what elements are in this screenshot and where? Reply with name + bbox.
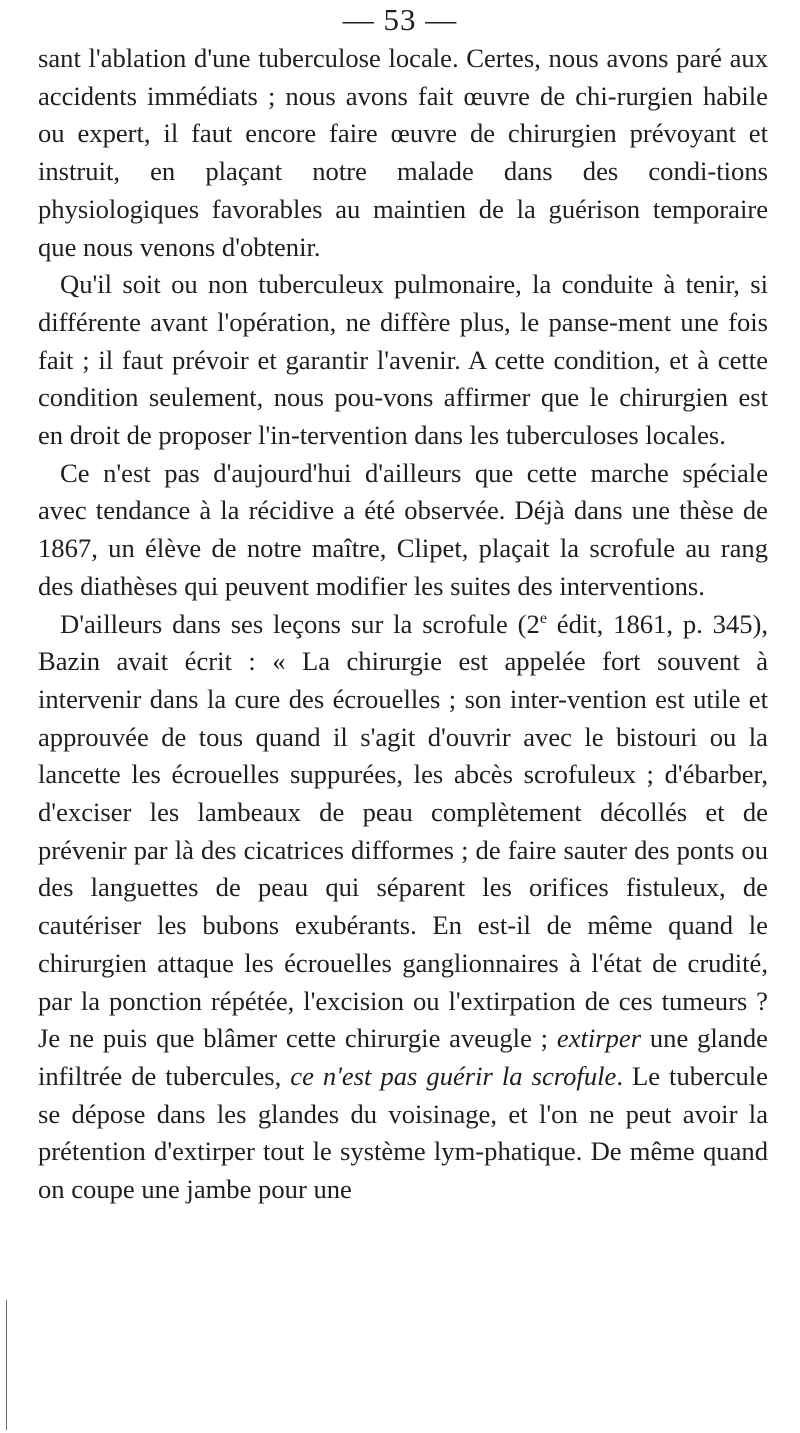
paragraph-text: D'ailleurs dans ses leçons sur la scrofule (2: [60, 608, 540, 639]
paragraph-4: [38, 606, 768, 1209]
emphasis-text: extirper: [556, 1023, 642, 1054]
body-text: [38, 40, 768, 1209]
paragraph-text: Qu'il soit ou non tuberculeux pulmonaire, la conduite à tenir, si différente avant l'opération, ne diffère plus, le panse-ment une fois fait ; il faut prévoir et garantir l'avenir. A cette condition, et à cette condition seulement, nous pou-vons affirmer que le chirurgien est en droit de proposer l'in-tervention dans les tuberculoses locales.: [38, 269, 768, 451]
emphasis-text: ce n'est pas guérir la scrofule: [290, 1060, 617, 1091]
paragraph-2: [38, 266, 768, 455]
page-number: — 53 —: [342, 2, 458, 37]
paragraph-text: édit, 1861, p. 345), Bazin avait écrit : « La chirurgie est appelée fort souvent à intervenir dans la cure des écrouelles ; son inter-vention est utile et approuvée de tous quand il s'agit d'ouvrir avec le bistouri ou la lancette les écrouelles suppurées, les abcès scrofuleux ; d'ébarber, d'exciser les lambeaux de peau complètement décollés et de prévenir par là des cicatrices difformes ; de faire sauter des ponts ou des languettes de peau qui séparent les orifices fistuleux, de cautériser les bubons exubérants. En est-il de même quand le chirurgien attaque les écrouelles ganglionnaires à l'état de crudité, par la ponction répétée, l'excision ou l'extirpation de ces tumeurs ? Je ne puis que blâmer cette chirurgie aveugle ;: [38, 608, 769, 1054]
paragraph-text: une glande infiltrée de tubercules,: [38, 1023, 768, 1091]
paragraph-1: [38, 40, 768, 266]
paragraph-text: . Le tubercule se dépose dans les glandes du voisinage, et l'on ne peut avoir la prétention d'extirper tout le système lym-phatique. De même quand on coupe une jambe pour une: [38, 1060, 768, 1205]
binding-edge-line: [6, 1300, 7, 1430]
paragraph-3: [38, 455, 768, 606]
superscript-ordinal: e: [539, 609, 547, 627]
paragraph-text: sant l'ablation d'une tuberculose locale. Certes, nous avons paré aux accidents immédiats ; nous avons fait œuvre de chi-rurgien habile ou expert, il faut encore faire œuvre de chirurgien prévoyant et instruit, en plaçant notre malade dans des condi-tions physiologiques favorables au maintien de la guérison temporaire que nous venons d'obtenir.: [38, 43, 768, 262]
paragraph-text: Ce n'est pas d'aujourd'hui d'ailleurs que cette marche spéciale avec tendance à la récidive a été observée. Déjà dans une thèse de 1867, un élève de notre maître, Clipet, plaçait la scrofule au rang des diathèses qui peuvent modifier les suites des interventions.: [38, 457, 768, 601]
